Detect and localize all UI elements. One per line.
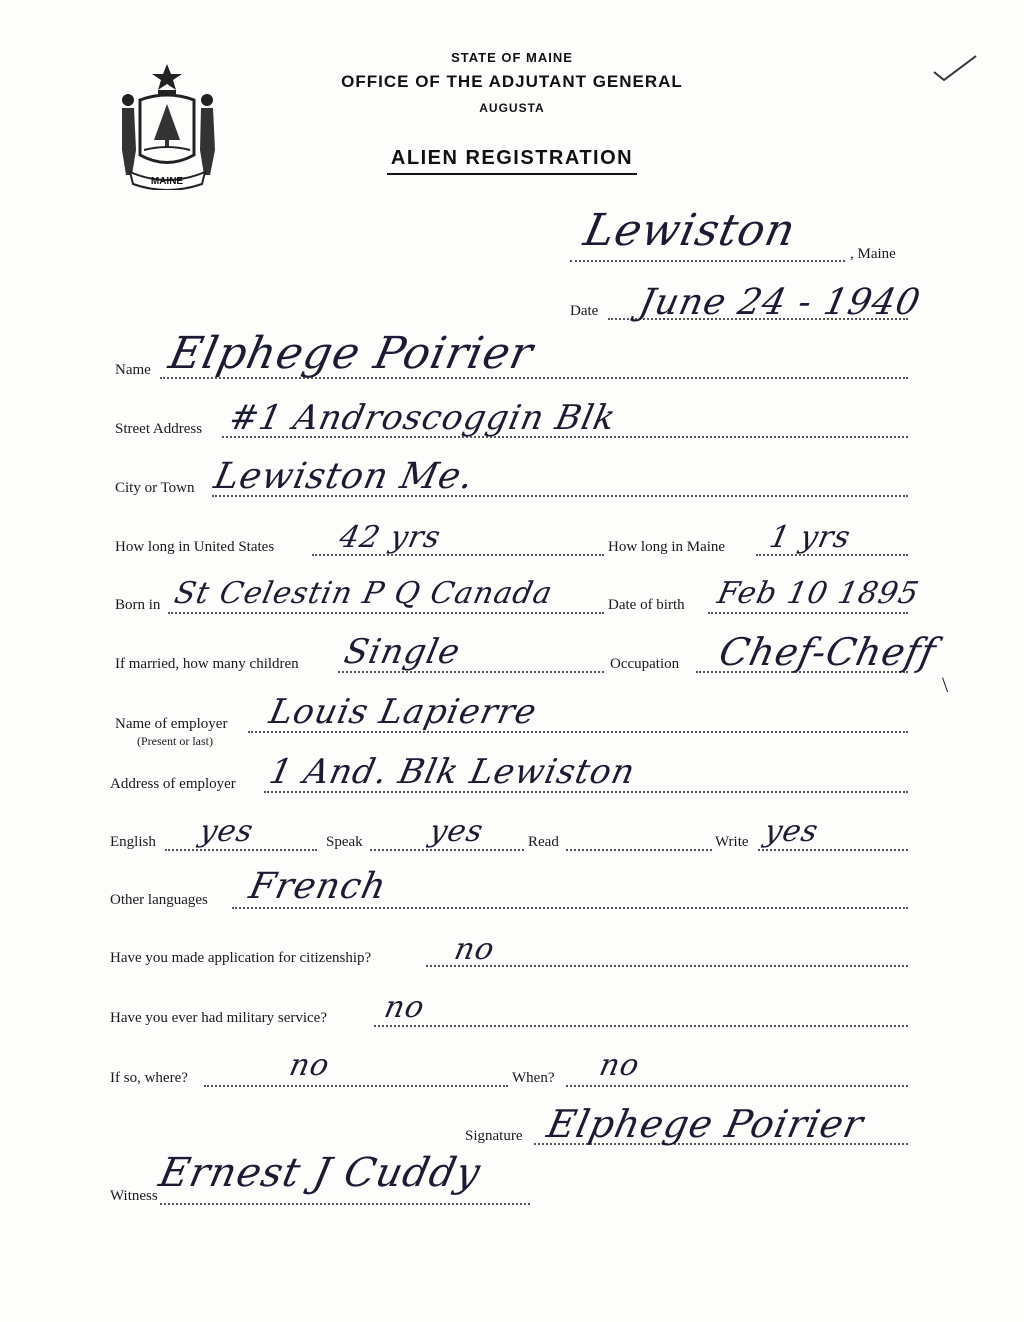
occupation-label: Occupation xyxy=(610,656,680,672)
check-mark-icon xyxy=(930,52,980,84)
header-city: AUGUSTA xyxy=(479,101,545,115)
name-value[interactable]: Elphege Poirier xyxy=(164,328,538,379)
where-line xyxy=(204,1085,508,1087)
employer-address-label: Address of employer xyxy=(110,776,236,792)
read-line xyxy=(566,849,712,851)
stray-mark: \ xyxy=(942,672,949,697)
when-line xyxy=(566,1085,908,1087)
employer-address-value[interactable]: 1 And. Blk Lewiston xyxy=(265,752,639,792)
header-state: STATE OF MAINE xyxy=(451,50,573,65)
citizenship-line xyxy=(426,965,908,967)
children-label: If married, how many children xyxy=(115,656,299,672)
speak-line xyxy=(370,849,524,851)
english-value[interactable]: yes xyxy=(196,814,257,849)
employer-sublabel: (Present or last) xyxy=(137,734,213,748)
name-label: Name xyxy=(115,362,151,378)
dob-value[interactable]: Feb 10 1895 xyxy=(714,576,923,611)
header-office: OFFICE OF THE ADJUTANT GENERAL xyxy=(341,72,683,91)
how-long-maine-label: How long in Maine xyxy=(608,539,726,555)
when-value[interactable]: no xyxy=(596,1048,644,1083)
write-value[interactable]: yes xyxy=(761,814,822,849)
born-in-label: Born in xyxy=(115,597,161,613)
date-label: Date xyxy=(570,303,599,319)
children-value[interactable]: Single xyxy=(340,632,465,672)
write-label: Write xyxy=(715,834,749,850)
other-languages-line xyxy=(232,907,908,909)
other-languages-value[interactable]: French xyxy=(245,866,391,907)
dob-line xyxy=(708,612,908,614)
where-value[interactable]: no xyxy=(286,1048,334,1083)
when-label: When? xyxy=(512,1070,555,1086)
seal-banner-text: MAINE xyxy=(150,176,184,187)
citizenship-label: Have you made application for citizenship? xyxy=(110,950,372,966)
signature-label: Signature xyxy=(465,1128,523,1144)
place-line xyxy=(570,260,845,262)
how-long-us-value[interactable]: 42 yrs xyxy=(336,520,445,555)
witness-value[interactable]: Ernest J Cuddy xyxy=(155,1150,485,1196)
born-in-value[interactable]: St Celestin P Q Canada xyxy=(171,576,556,611)
occupation-value[interactable]: Chef-Cheff xyxy=(715,630,941,674)
write-line xyxy=(758,849,908,851)
english-line xyxy=(165,849,317,851)
where-label: If so, where? xyxy=(110,1070,188,1086)
english-label: English xyxy=(110,834,156,850)
military-value[interactable]: no xyxy=(381,990,429,1025)
signature-value[interactable]: Elphege Poirier xyxy=(543,1102,868,1146)
maine-state-seal-icon xyxy=(110,60,225,190)
military-line xyxy=(374,1025,908,1027)
street-label: Street Address xyxy=(115,421,203,437)
date-value: June 24 - 1940 xyxy=(635,282,925,323)
speak-value[interactable]: yes xyxy=(426,814,487,849)
place-value: Lewiston xyxy=(579,205,801,256)
employer-value[interactable]: Louis Lapierre xyxy=(265,692,541,732)
read-label: Read xyxy=(528,834,559,850)
how-long-us-label: How long in United States xyxy=(115,539,275,555)
citizenship-value[interactable]: no xyxy=(451,932,499,967)
employer-label: Name of employer xyxy=(115,716,228,732)
dob-label: Date of birth xyxy=(608,597,685,613)
how-long-maine-value[interactable]: 1 yrs xyxy=(766,520,855,555)
city-label: City or Town xyxy=(115,480,195,496)
city-value[interactable]: Lewiston Me. xyxy=(210,456,478,497)
military-label: Have you ever had military service? xyxy=(110,1010,327,1026)
form-title-text: ALIEN REGISTRATION xyxy=(387,147,637,175)
street-value[interactable]: #1 Androscoggin Blk xyxy=(225,398,620,438)
other-languages-label: Other languages xyxy=(110,892,208,908)
place-suffix: , Maine xyxy=(850,246,896,262)
speak-label: Speak xyxy=(326,834,363,850)
born-in-line xyxy=(168,612,604,614)
witness-line xyxy=(160,1203,530,1205)
witness-label: Witness xyxy=(110,1188,158,1204)
